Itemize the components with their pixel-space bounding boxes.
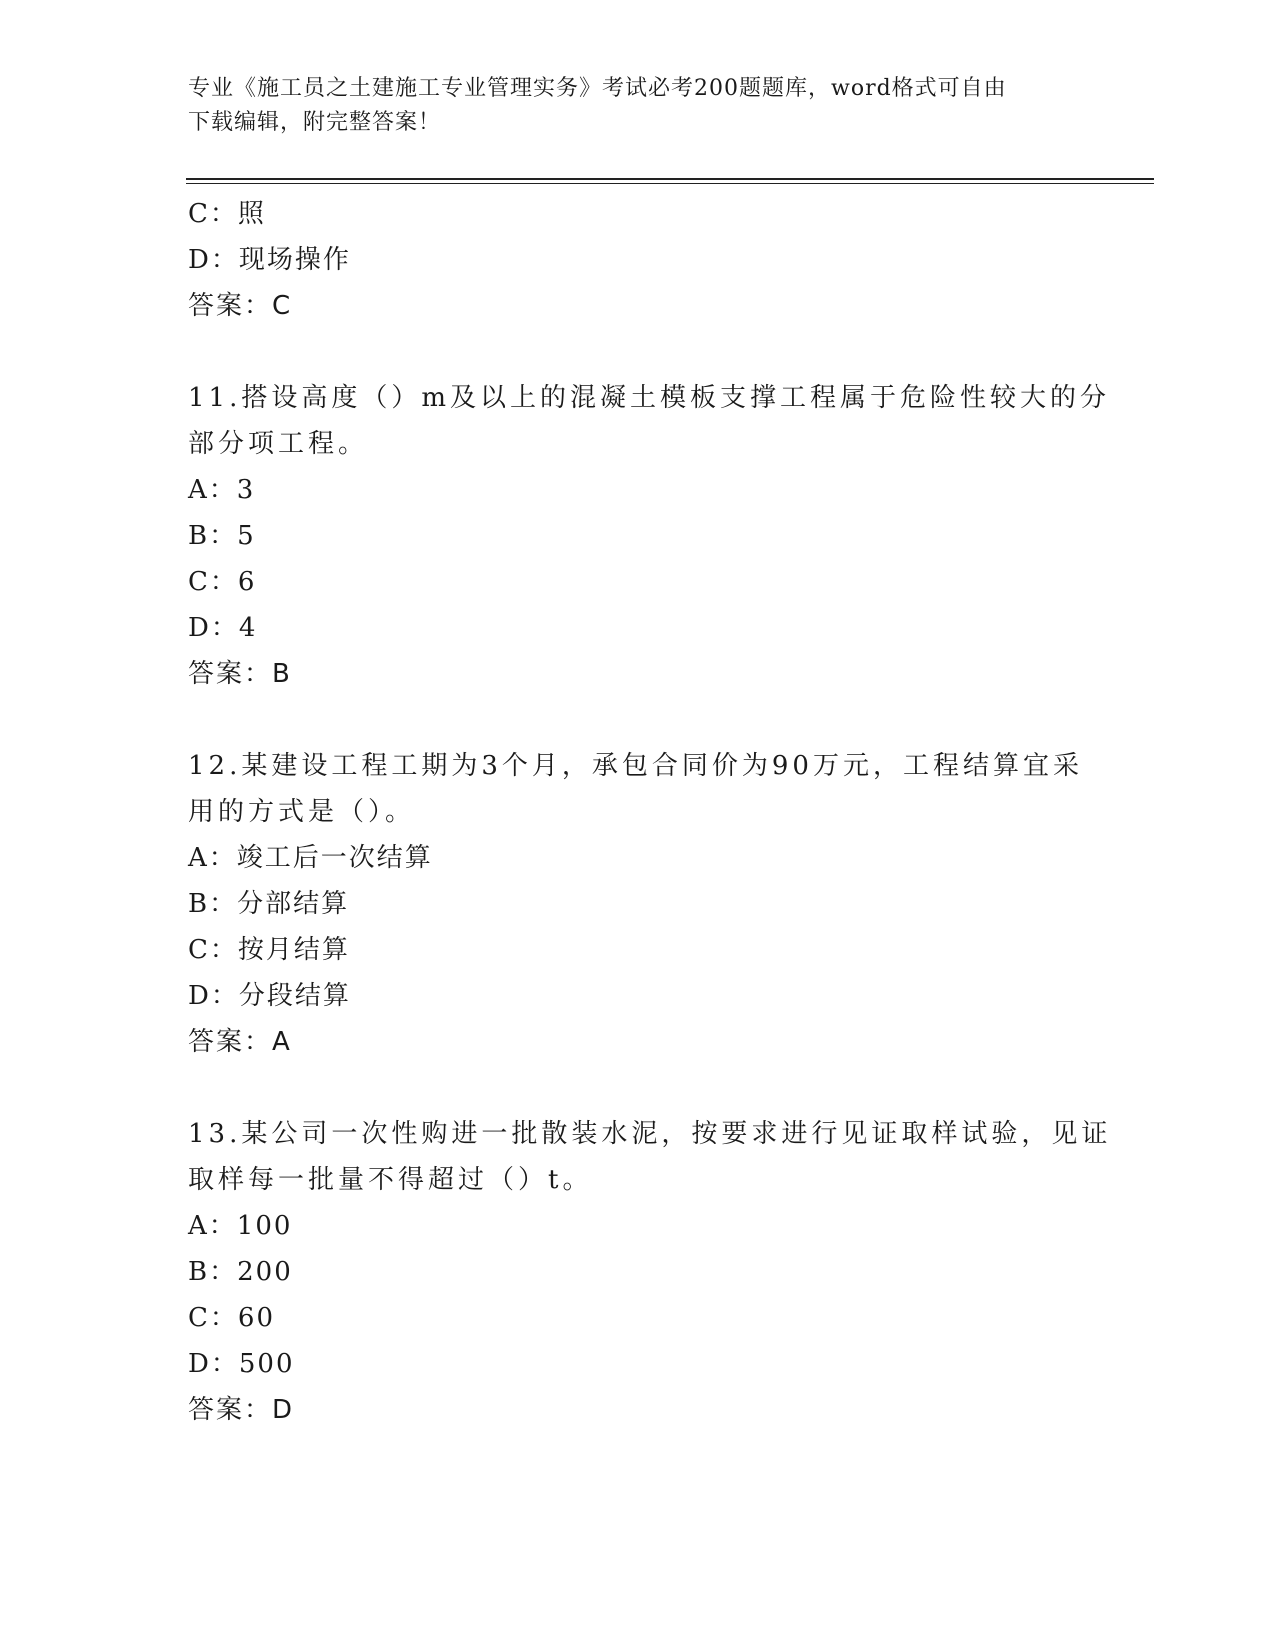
option-b: B：5 <box>188 521 256 551</box>
option-b: B：200 <box>188 1257 293 1287</box>
option-a: A：竣工后一次结算 <box>188 843 433 873</box>
question-stem-line: 13.某公司一次性购进一批散装水泥，按要求进行见证取样试验，见证 <box>188 1119 1112 1149</box>
option-d: D：分段结算 <box>188 981 351 1011</box>
answer-line: 答案：B <box>188 659 292 689</box>
spacer <box>188 329 1088 375</box>
option-b: B：分部结算 <box>188 889 350 919</box>
question-stem-line: 取样每一批量不得超过（）t。 <box>188 1165 593 1195</box>
document-header <box>188 72 1068 140</box>
question-11 <box>188 375 1111 697</box>
header-line-1: 专业《施工员之土建施工专业管理实务》考试必考200题题库，word格式可自由 <box>188 76 1007 101</box>
question-stem-line: 12.某建设工程工期为3个月，承包合同价为90万元，工程结算宜采 <box>188 751 1083 781</box>
option-c: C：照 <box>188 199 266 229</box>
answer-line: 答案：D <box>188 1395 295 1425</box>
question-stem-line: 11.搭设高度（）m及以上的混凝土模板支撑工程属于危险性较大的分 <box>188 383 1111 413</box>
question-stem-line: 部分项工程。 <box>188 429 369 459</box>
header-divider <box>186 178 1154 180</box>
answer-line: 答案：A <box>188 1027 292 1057</box>
question-list <box>188 191 1112 1433</box>
option-c: C：6 <box>188 567 257 597</box>
header-line-2: 下载编辑，附完整答案！ <box>188 110 442 135</box>
header-divider-thin <box>186 183 1154 184</box>
option-a: A：100 <box>188 1211 293 1241</box>
option-a: A：3 <box>188 475 256 505</box>
question-13 <box>188 1111 1112 1433</box>
spacer <box>188 1065 1088 1111</box>
question-10-tail <box>188 191 1088 329</box>
option-c: C：按月结算 <box>188 935 350 965</box>
spacer <box>188 697 1088 743</box>
option-d: D：现场操作 <box>188 245 351 275</box>
answer-line: 答案：C <box>188 291 293 321</box>
question-stem-line: 用的方式是（）。 <box>188 797 416 827</box>
option-c: C：60 <box>188 1303 275 1333</box>
option-d: D：500 <box>188 1349 295 1379</box>
question-12 <box>188 743 1088 1065</box>
option-d: D：4 <box>188 613 258 643</box>
